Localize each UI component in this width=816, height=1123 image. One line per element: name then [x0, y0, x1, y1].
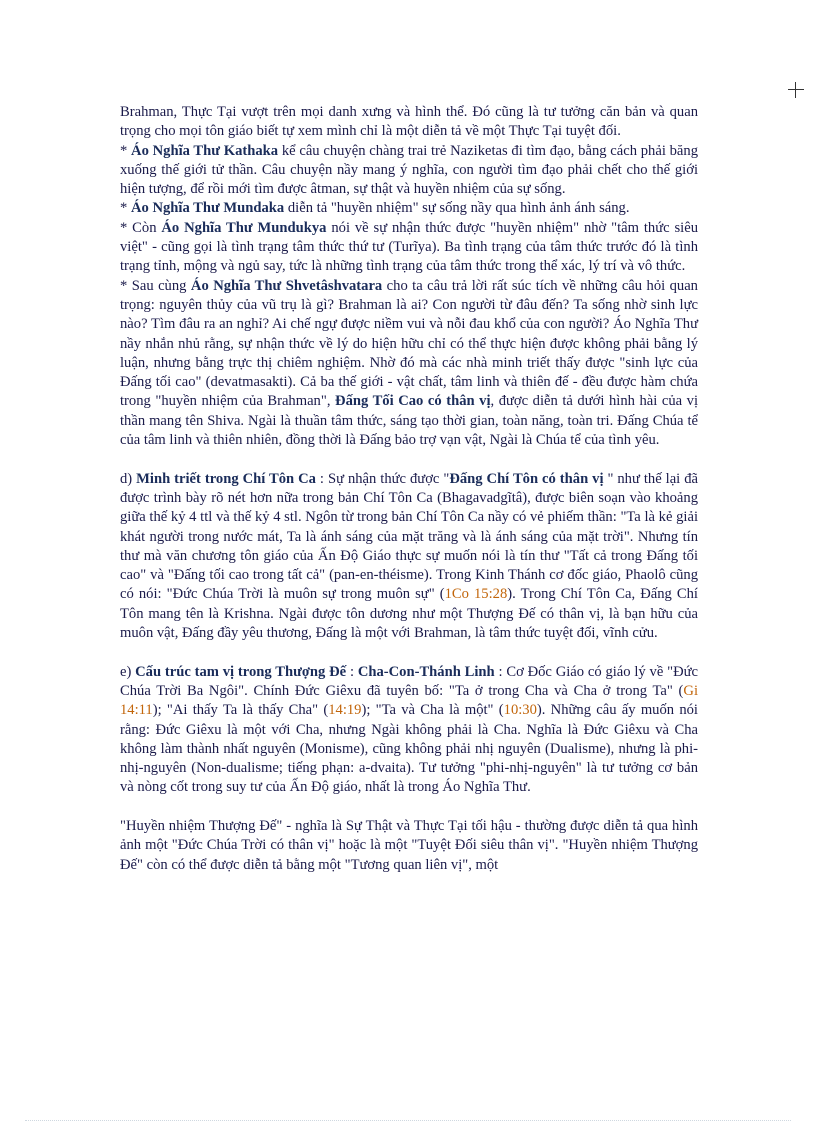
section-d-bold-phrase: Đấng Chí Tôn có thân vị: [449, 470, 604, 487]
scripture-reference-link[interactable]: Gi 14:11: [120, 682, 698, 719]
kathaka-paragraph: * Áo Nghĩa Thư Kathaka kể câu chuyện chàng trai trẻ Naziketas đi tìm đạo, bằng cách phải băng xuống thế giới tử thần. Câu chuyện nầy mang ý nghĩa, con người tìm đạo phải chết cho thế giới hiện tượng, để rồi mới tìm được âtman, sự thật và huyền nhiệm của sự sống.: [120, 142, 698, 198]
scripture-reference-link[interactable]: 1Co 15:28: [444, 586, 508, 603]
section-d-title: Minh triết trong Chí Tôn Ca: [136, 470, 316, 487]
mundukya-paragraph: * Còn Áo Nghĩa Thư Mundukya nói về sự nhận thức được "huyền nhiệm" nhờ "tâm thức siêu việt" - cũng gọi là tình trạng tâm thức thứ tư (Turĩya). Ba tình trạng của tâm thức trước đó là tình trạng tỉnh, mộng và ngủ say, tức là những tình trạng của tâm thức trong thể xác, lý trí và vô thức.: [120, 219, 698, 275]
intro-paragraph: Brahman, Thực Tại vượt trên mọi danh xưng và hình thể. Đó cũng là tư tưởng căn bản và quan trọng cho mọi tôn giáo biết tự xem mình chỉ là một diễn tả về một Thực Tại tuyệt đối.: [120, 104, 698, 140]
mundukya-title: Áo Nghĩa Thư Mundukya: [161, 219, 327, 236]
scripture-reference-link[interactable]: 14:19: [328, 702, 362, 719]
section-e-paragraph: e) Cấu trúc tam vị trong Thượng Đế : Cha-Con-Thánh Linh : Cơ Đốc Giáo có giáo lý về "Đức Chúa Trời Ba Ngôi". Chính Đức Giêxu đã tuyên bố: "Ta ở trong Cha và Cha ở trong Ta" (Gi 14:11); "Ai thấy Ta là thấy Cha" (14:19); "Ta và Cha là một" (10:30). Những câu ấy muốn nói rằng: Đức Giêxu là một với Cha, nhưng Ngài không phải là Cha. Nghĩa là Đức Giêxu và Cha không làm thành nhất nguyên (Monisme), cũng không phải nhị nguyên (Dualisme), nhưng là phi-nhị-nguyên (Non-dualisme; tiếng phạn: a-dvaita). Tư tưởng "phi-nhị-nguyên" là tư tưởng cơ bản và nòng cốt trong suy tư của Ấn Độ giáo, nhất là trong Áo Nghĩa Thư.: [120, 663, 698, 796]
corner-crop-mark: [788, 82, 804, 98]
document-body: [120, 103, 698, 875]
supreme-being-phrase: Đấng Tối Cao có thân vị: [335, 393, 491, 410]
mundaka-paragraph: * Áo Nghĩa Thư Mundaka diễn tả "huyền nhiệm" sự sống nầy qua hình ảnh ánh sáng.: [120, 200, 630, 217]
scripture-reference-link[interactable]: 10:30: [503, 702, 537, 719]
kathaka-title: Áo Nghĩa Thư Kathaka: [131, 142, 279, 159]
section-d-paragraph: d) Minh triết trong Chí Tôn Ca : Sự nhận thức được "Đấng Chí Tôn có thân vị " như thế lại đã được trình bày rõ nét hơn nữa trong bản Chí Tôn Ca (Bhagavadgĩtâ), được biên soạn vào khoảng giữa thế kỷ 4 ttl và thế kỷ 4 stl. Ngôn từ trong bản Chí Tôn Ca nầy có vẻ phiếm thần: "Ta là kẻ giải khát người trong nước mát, Ta là ánh sáng của mặt trăng và là ánh sáng của mặt trời". Nhưng tín thư mà văn chương tôn giáo của Ấn Độ Giáo thực sự muốn nói là tín thư "Tất cả trong Đấng tối cao" và "Đấng tối cao trong tất cả" (pan-en-théisme). Trong Kinh Thánh cơ đốc giáo, Phaolô cũng có nói: "Đức Chúa Trời là muôn sự trong muôn sự" (1Co 15:28). Trong Chí Tôn Ca, Đấng Chí Tôn mang tên là Krishna. Ngài được tôn dương như một Thượng Đế có thân vị, là bạn hữu của muôn vật, Đấng đầy yêu thương, Đấng là một với Brahman, là tâm thức tuyệt đối, vĩnh cửu.: [120, 470, 698, 642]
mundaka-title: Áo Nghĩa Thư Mundaka: [130, 200, 285, 217]
shvetashvatara-title: Áo Nghĩa Thư Shvetâshvatara: [190, 277, 383, 294]
section-e-title: Cấu trúc tam vị trong Thượng Đế: [135, 663, 347, 680]
closing-paragraph: "Huyền nhiệm Thượng Đế" - nghĩa là Sự Thật và Thực Tại tối hậu - thường được diễn tả qua hình ảnh một "Đức Chúa Trời có thân vị" hoặc là một "Tuyệt Đối siêu thân vị". "Huyền nhiệm Thượng Đế" còn có thể được diễn tả bằng một "Tương quan liên vị", một: [120, 817, 698, 873]
shvetashvatara-paragraph: * Sau cùng Áo Nghĩa Thư Shvetâshvatara cho ta câu trả lời rất súc tích về những câu hỏi quan trọng: nguyên thủy của vũ trụ là gì? Brahman là ai? Con người từ đâu đến? Ta sống nhờ sinh lực nào? Tìm đâu ra an nghỉ? Ai chế ngự được niềm vui và nỗi đau khổ của con người? Áo Nghĩa Thư nầy nhắn nhủ rằng, sự nhận thức về lý do hiện hữu chỉ có thể thực hiện được không phải bằng lý luận, nhưng bằng trực thị chiêm nghiệm. Nhờ đó mà các nhà minh triết thấy được "sinh lực của Đấng tối cao" (devatmasakti). Cả ba thế giới - vật chất, tâm linh và thiên đế - đều được hàm chứa trong "huyền nhiệm của Brahman", Đấng Tối Cao có thân vị, được diễn tả dưới hình hài của vị thần mang tên Shiva. Ngài là thuần tâm thức, sáng tạo thời gian, toàn năng, toàn tri. Đấng Chúa tể của tâm linh và thiên nhiên, đồng thời là Đấng bảo trợ vạn vật, Ngài là Chúa tể của tình yêu.: [120, 277, 698, 449]
section-e-bold-phrase: Cha-Con-Thánh Linh: [357, 663, 495, 680]
page-bottom-divider: [25, 1120, 791, 1121]
